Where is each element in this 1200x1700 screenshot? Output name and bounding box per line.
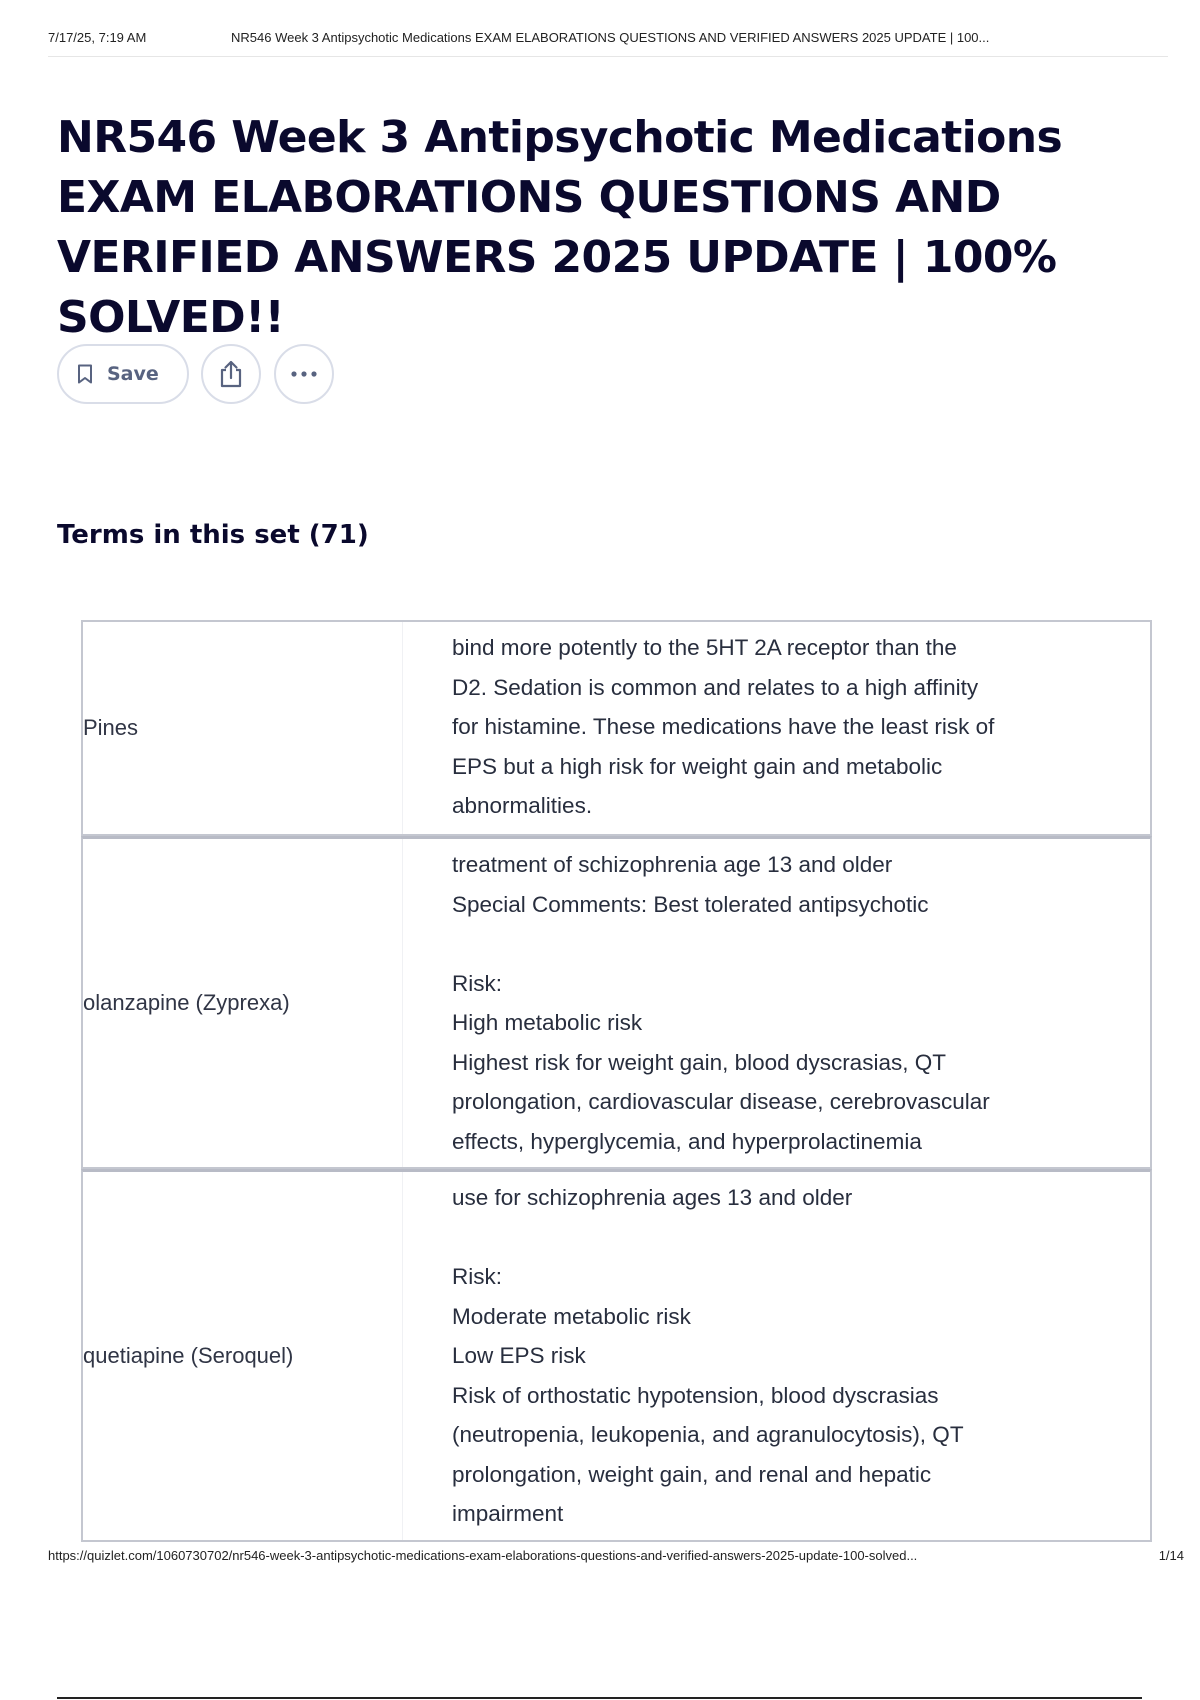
term-row <box>81 836 1152 1169</box>
print-url: https://quizlet.com/1060730702/nr546-week-3-antipsychotic-medications-exam-elaborations-questions-and-verified-answers-2025-update-100-solved... <box>48 1548 918 1563</box>
print-footer <box>48 1548 1184 1568</box>
term-text: Pines <box>83 622 403 834</box>
print-date: 7/17/25, 7:19 AM <box>48 30 147 45</box>
save-button[interactable] <box>57 344 189 404</box>
header-divider <box>48 56 1168 57</box>
page-title: NR546 Week 3 Antipsychotic Medications EXAM ELABORATIONS QUESTIONS AND VERIFIED ANSWERS 2025 UPDATE | 100% SOLVED!! <box>57 112 1063 343</box>
bookmark-icon <box>77 364 93 384</box>
definition-text: bind more potently to the 5HT 2A receptor than the D2. Sedation is common and relates to a high affinity for histamine. These medications have the least risk of EPS but a high risk for weight gain and metabolic abnormalities. <box>452 635 995 818</box>
save-button-label: Save <box>107 363 159 385</box>
bottom-divider <box>57 1697 1142 1699</box>
more-icon <box>290 370 318 378</box>
share-button[interactable] <box>201 344 261 404</box>
term-row <box>81 1169 1152 1542</box>
definition-text: use for schizophrenia ages 13 and older Risk: Moderate metabolic risk Low EPS risk Risk of orthostatic hypotension, blood dyscrasias (neutropenia, leukopenia, and agranulocytosis), QT prolongation, weight gain, and renal and hepatic impairment <box>452 1185 964 1526</box>
definition-text: treatment of schizophrenia age 13 and older Special Comments: Best tolerated antipsychotic Risk: High metabolic risk Highest risk for weight gain, blood dyscrasias, QT prolongation, cardiovascular disease, cerebrovascular effects, hyperglycemia, and hyperprolactinemia <box>452 852 990 1154</box>
share-icon <box>218 360 244 388</box>
more-options-button[interactable] <box>274 344 334 404</box>
page-number: 1/14 <box>1158 1548 1184 1563</box>
terms-heading: Terms in this set (71) <box>57 520 369 550</box>
terms-table <box>81 620 1152 1542</box>
print-doc-title: NR546 Week 3 Antipsychotic Medications EXAM ELABORATIONS QUESTIONS AND VERIFIED ANSWERS 2025 UPDATE | 100... <box>231 30 990 45</box>
term-text: olanzapine (Zyprexa) <box>83 839 403 1167</box>
print-header <box>48 30 1168 50</box>
term-text: quetiapine (Seroquel) <box>83 1172 403 1540</box>
term-row <box>81 620 1152 836</box>
